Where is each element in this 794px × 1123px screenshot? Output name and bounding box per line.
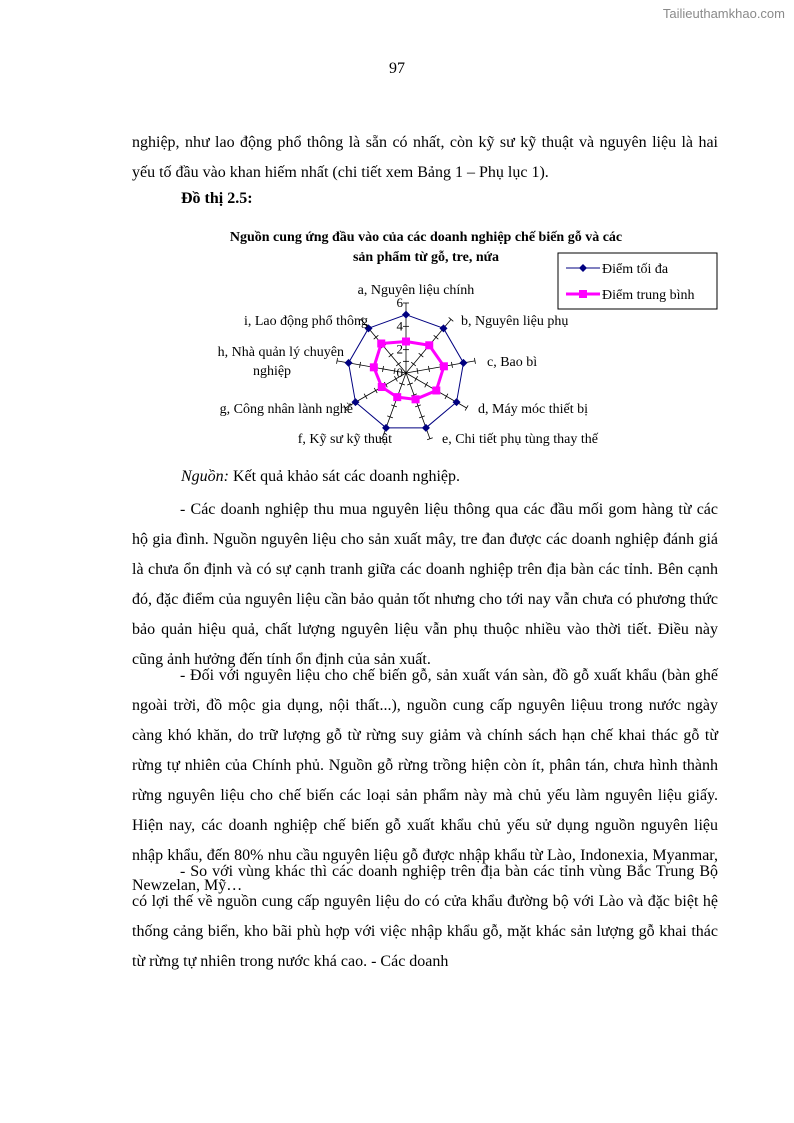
radar-tick-mark bbox=[394, 368, 395, 374]
watermark: Tailieuthamkhao.com bbox=[662, 6, 785, 21]
radar-tick-mark bbox=[360, 362, 361, 368]
series-avg-point bbox=[370, 363, 378, 371]
legend-label-max: Điểm tối đa bbox=[602, 262, 669, 277]
legend-marker-avg bbox=[579, 290, 587, 298]
radar-tick-mark bbox=[417, 368, 418, 374]
radar-tick-mark bbox=[374, 388, 377, 393]
axis-label-f: f, Kỹ sư kỹ thuật bbox=[297, 432, 392, 447]
radar-tick-mark bbox=[474, 358, 475, 364]
axis-tick-label: 0 bbox=[396, 365, 403, 380]
series-avg-point bbox=[402, 338, 410, 346]
axis-label-e: e, Chi tiết phụ tùng thay thế bbox=[442, 432, 598, 447]
radar-chart bbox=[0, 0, 794, 470]
radar-tick-mark bbox=[364, 394, 367, 399]
radar-tick-mark bbox=[451, 362, 452, 368]
axis-tick-label: 4 bbox=[396, 318, 403, 334]
axis-label-d: d, Máy móc thiết bị bbox=[478, 402, 589, 417]
source-text: Kết quả khảo sát các doanh nghiệp. bbox=[233, 468, 461, 485]
chart-title-line-2: sản phẩm từ gỗ, tre, nứa bbox=[352, 250, 500, 265]
radar-tick-mark bbox=[425, 382, 428, 387]
series-max-point bbox=[402, 311, 410, 319]
radar-tick-mark bbox=[445, 394, 448, 399]
axis-label-h-line-2: nghiệp bbox=[252, 364, 292, 379]
radar-tick-mark bbox=[383, 366, 384, 372]
axis-label-c: c, Bao bì bbox=[487, 355, 538, 370]
figure-label: Đồ thị 2.5: bbox=[181, 190, 253, 207]
series-max-point bbox=[345, 359, 353, 367]
paragraph-3: - So với vùng khác thì các doanh nghiệp trên địa bàn các tỉnh vùng Bắc Trung Bộ có lợi thế về nguồn cung cấp nguyên liệu do có cửa khẩu đường bộ với Lào và đặc biệt hệ thống cảng biển, kho bãi phù hợp với việc nhập khẩu gỗ, mặt khác sản lượng gỗ khai thác từ rừng tự nhiên trong nước khá cao. - Các doanh bbox=[132, 863, 718, 970]
legend-label-avg: Điểm trung bình bbox=[602, 288, 695, 303]
axis-tick-label: 2 bbox=[396, 341, 403, 357]
axis-label-b: b, Nguyên liệu phụ bbox=[461, 314, 569, 329]
source-note bbox=[181, 468, 460, 486]
axis-tick-label: 6 bbox=[396, 295, 403, 310]
intro-paragraph: nghiệp, như lao động phổ thông là sẵn có nhất, còn kỹ sư kỹ thuật và nguyên liệu là hai yếu tố đầu vào khan hiếm nhất (chi tiết xem Bảng 1 – Phụ lục 1). bbox=[132, 134, 718, 181]
series-avg-point bbox=[440, 362, 448, 370]
paragraph-2: - Đối với nguyên liệu cho chế biến gỗ, sản xuất ván sàn, đồ gỗ xuất khẩu (bàn ghế ngoài trời, đồ mộc gia dụng, nội thất...), nguồn cung cấp nguyên liệuu trong nước ngày càng khó khăn, do trữ lượng gỗ từ rừng suy giảm và chính sách hạn chế khai thác gỗ từ rừng tự nhiên của Chính phủ. Nguồn gỗ rừng trồng hiện còn ít, phân tán, chưa hình thành rừng nguyên liệu cho chế biến các loại sản phẩm này mà chủ yếu làm nguyên liệu giấy. Hiện nay, các doanh nghiệp chế biến gỗ xuất khẩu chủ yếu sử dụng nguồn nguyên liệu nhập khẩu, đến 80% nhu cầu nguyên liệu gỗ được nhập khẩu từ Lào, Indonexia, Myanmar, Newzelan, Mỹ… bbox=[132, 667, 718, 894]
chart-legend bbox=[558, 253, 717, 309]
radar-tick-mark bbox=[465, 405, 468, 410]
axis-label-g: g, Công nhân lành nghề bbox=[219, 402, 353, 417]
page-number: 97 bbox=[389, 60, 405, 77]
series-avg-point bbox=[393, 393, 401, 401]
axis-label-a: a, Nguyên liệu chính bbox=[357, 283, 475, 298]
axis-label-i: i, Lao động phổ thông bbox=[243, 314, 368, 329]
radar-tick-mark bbox=[428, 366, 429, 372]
paragraph-1: - Các doanh nghiệp thu mua nguyên liệu thông qua các đầu mối gom hàng từ các hộ gia đình. Nguồn nguyên liệu cho sản xuất mây, tre đan được các doanh nghiệp đánh giá là chưa ổn định và có sự cạnh tranh giữa các doanh nghiệp trên địa bàn các tỉnh. Bên cạnh đó, đặc điểm của nguyên liệu cần bảo quản tốt nhưng cho tới nay vẫn chưa có phương thức bảo quản hiệu quả, chất lượng nguyên liệu vẫn phụ thuộc nhiều vào thời tiết. Điều này cũng ảnh hưởng đến tính ổn định của sản xuất. bbox=[132, 501, 718, 668]
axis-label-h: h, Nhà quản lý chuyên bbox=[217, 345, 344, 360]
radar-tick-mark bbox=[415, 376, 418, 381]
chart-title-line-1: Nguồn cung ứng đầu vào của các doanh nghiệp chế biến gỗ và các bbox=[229, 230, 623, 245]
series-avg-point bbox=[378, 383, 386, 391]
series-avg-point bbox=[432, 387, 440, 395]
series-avg-point bbox=[412, 395, 420, 403]
source-label: Nguồn: bbox=[181, 468, 229, 485]
series-max-point bbox=[459, 359, 467, 367]
series-avg-point bbox=[377, 340, 385, 348]
series-avg-point bbox=[425, 341, 433, 349]
